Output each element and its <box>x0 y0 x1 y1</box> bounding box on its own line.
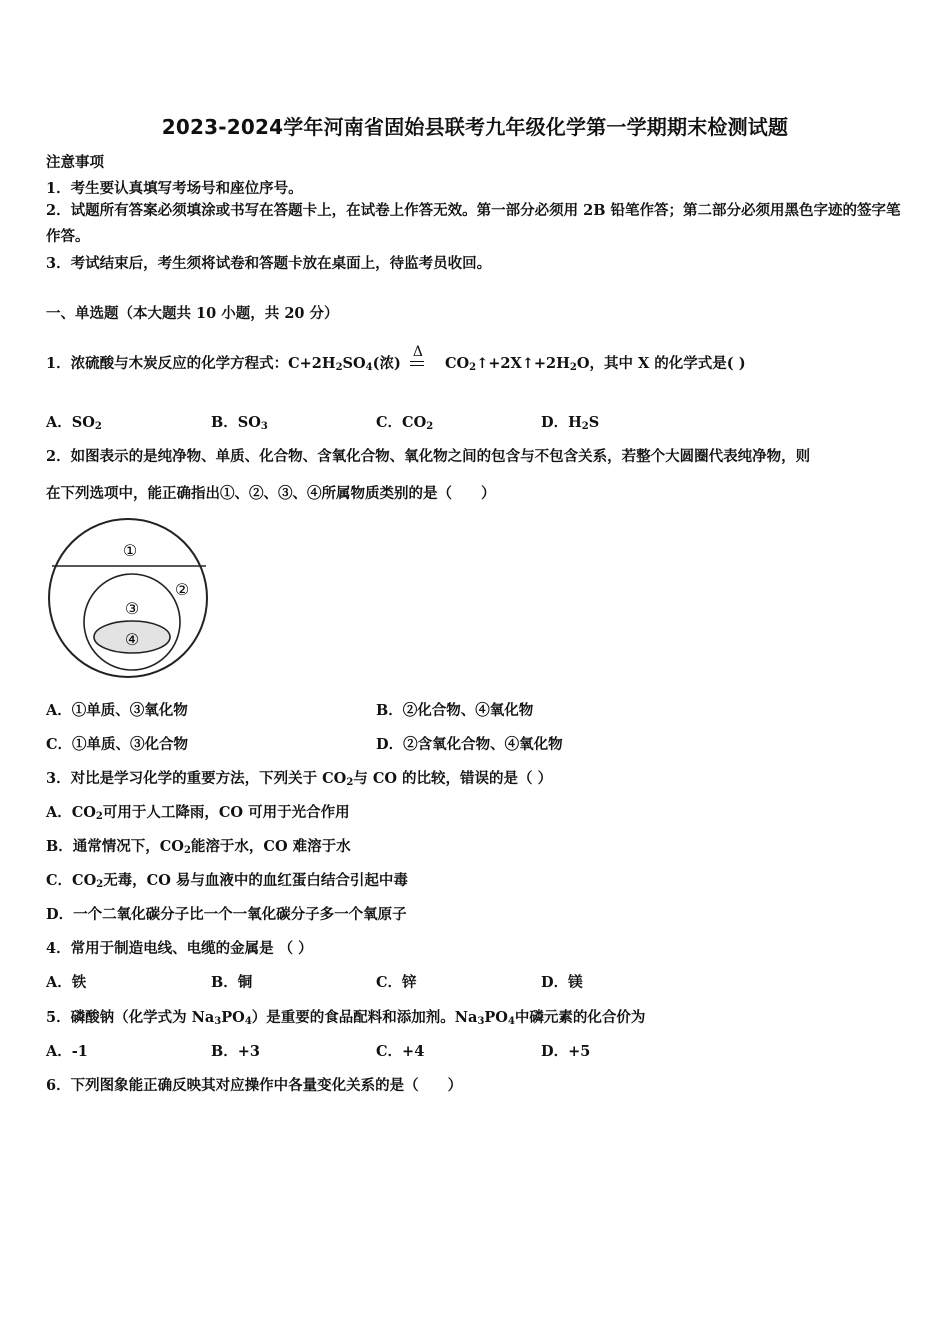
notice-heading: 注意事项 <box>46 154 104 171</box>
question-2-stem-line-2: 在下列选项中，能正确指出①、②、③、④所属物质类别的是（ ） <box>46 485 496 502</box>
region-label-1: ① <box>122 541 138 560</box>
q1-option-d[interactable]: D．$H_2S$ <box>541 414 600 432</box>
question-2-stem: 2．如图表示的是纯净物、单质、化合物、含氧化合物、氧化物之间的包含与不包含关系，若整个大圆圈代表纯净物，则 <box>46 448 811 465</box>
q4-option-d[interactable]: D．镁 <box>541 974 583 991</box>
q4-option-b[interactable]: B．铜 <box>211 974 253 991</box>
q2-option-a[interactable]: A．①单质、③氧化物 <box>46 702 188 719</box>
q3-option-d[interactable]: D．一个二氧化碳分子比一个一氧化碳分子多一个氧原子 <box>46 906 407 923</box>
question-3-stem: 3．对比是学习化学的重要方法，下列关于 $CO_2$与 CO 的比较，错误的是（ ） <box>46 770 553 788</box>
question-5-stem: 5．磷酸钠（化学式为 $Na_3PO_4$）是重要的食品配料和添加剂。$Na_3PO_4$中磷元素的化合价为 <box>46 1009 646 1027</box>
notice-item-1: 1．考生要认真填写考场号和座位序号。 <box>46 180 303 197</box>
question-4-stem: 4．常用于制造电线、电缆的金属是 （ ） <box>46 940 313 957</box>
q1-option-c[interactable]: C．$CO_2$ <box>376 414 434 432</box>
q5-option-d[interactable]: D．+5 <box>541 1043 591 1060</box>
q2-option-c[interactable]: C．①单质、③化合物 <box>46 736 189 753</box>
question-1-stem: 1．浓硫酸与木炭反应的化学方程式：$C+2H_2SO_4$(浓) Δ $CO_2↑+2X↑+2H_2O$，其中 X 的化学式是( ) <box>46 344 746 373</box>
section-heading: 一、单选题（本大题共 10 小题，共 20 分） <box>46 305 339 322</box>
q5-option-b[interactable]: B．+3 <box>211 1043 260 1060</box>
venn-diagram <box>46 516 216 682</box>
q1-option-a[interactable]: A．$SO_2$ <box>46 414 102 432</box>
q3-option-c[interactable]: C．$CO_2$无毒，CO 易与血液中的血红蛋白结合引起中毒 <box>46 872 408 890</box>
region-label-3: ③ <box>124 599 140 618</box>
notice-item-2: 2．试题所有答案必须填涂或书写在答题卡上，在试卷上作答无效。第一部分必须用 2B 铅笔作答；第二部分必须用黑色字迹的签字笔作答。 <box>46 202 901 245</box>
region-label-2: ② <box>174 580 190 599</box>
notice-item-3: 3．考试结束后，考生须将试卷和答题卡放在桌面上，待监考员收回。 <box>46 255 492 272</box>
q2-option-d[interactable]: D．②含氧化合物、④氧化物 <box>376 736 563 753</box>
question-6-stem: 6．下列图象能正确反映其对应操作中各量变化关系的是（ ） <box>46 1077 463 1094</box>
q4-option-c[interactable]: C．锌 <box>376 974 417 991</box>
q5-option-a[interactable]: A．-1 <box>46 1043 88 1060</box>
q3-option-a[interactable]: A．$CO_2$可用于人工降雨，CO 可用于光合作用 <box>46 804 350 822</box>
region-label-4: ④ <box>124 630 140 649</box>
q1-option-b[interactable]: B．$SO_3$ <box>211 414 268 432</box>
q3-option-b[interactable]: B．通常情况下，$CO_2$能溶于水，CO 难溶于水 <box>46 838 351 856</box>
page-title: 2023-2024学年河南省固始县联考九年级化学第一学期期末检测试题 <box>161 115 789 139</box>
q4-option-a[interactable]: A．铁 <box>46 974 87 991</box>
q5-option-c[interactable]: C．+4 <box>376 1043 425 1060</box>
q2-option-b[interactable]: B．②化合物、④氧化物 <box>376 702 534 719</box>
